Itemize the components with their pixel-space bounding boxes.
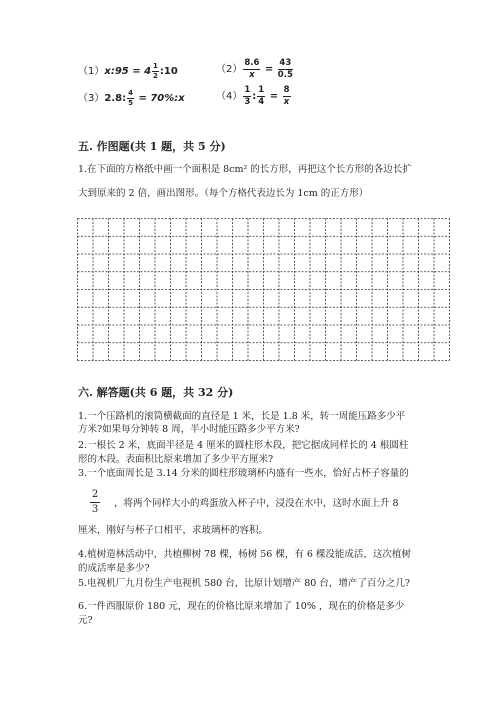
section-6-q2-line1: 2.一根长 2 米，底面半径是 4 厘米的圆柱形木段，把它据成同样长的 4 根圆柱 xyxy=(78,440,409,451)
equation-4-frac1-num: 1 xyxy=(244,85,251,95)
section-6-q3-line3: 厘米，刚好与杯子口相平，求玻璃杯的容积。 xyxy=(78,525,269,536)
equation-1-frac-num: 1 xyxy=(153,61,158,70)
section-5-title: 五. 作图题(共 1 题，共 5 分) xyxy=(78,140,226,153)
equation-4-label: （4） xyxy=(216,91,243,102)
equation-2 xyxy=(216,59,294,79)
equation-3-rhs: = 70%:x xyxy=(138,93,185,104)
equation-4-colon: : xyxy=(252,91,257,102)
equation-4-frac3-num: 8 xyxy=(283,85,290,95)
section-6-q3-frac-num: 2 xyxy=(90,490,100,503)
section-5-q1-line2: 大到原来的 2 倍，画出图形。（每个方格代表边长为 1cm 的正方形） xyxy=(78,188,369,199)
equation-1-label: （1） xyxy=(78,66,105,77)
section-6-q5-line1: 5.电视机厂九月份生产电视机 580 台，比原计划增产 80 台，增产了百分之几? xyxy=(78,578,410,589)
equation-2-equals: = xyxy=(264,64,274,75)
equation-4-frac3-den: x xyxy=(283,96,290,107)
equation-3 xyxy=(78,89,185,107)
equation-2-frac2-num: 43 xyxy=(279,58,292,68)
section-6-title: 六. 解答题(共 6 题，共 32 分) xyxy=(78,386,234,399)
section-6-q2-line2: 形的木段。表面积比原来增加了多少平方厘米? xyxy=(78,454,274,465)
equation-4-frac2-num: 1 xyxy=(258,85,265,95)
equation-2-frac1-den: x xyxy=(249,69,255,80)
section-5-q1-line1: 1.在下面的方格纸中画一个面积是 8cm² 的长方形，再把这个长方形的各边长扩 xyxy=(78,164,412,175)
section-6-q1-line1: 1.一个压路机的滚筒横截面的直径是 1 米，长是 1.8 米，转一周能压路多少平 xyxy=(78,411,406,422)
equation-4-frac1-den: 3 xyxy=(244,96,251,107)
equation-2-frac2-den: 0.5 xyxy=(277,69,293,80)
section-6-q3-line2: ，将两个同样大小的鸡蛋放入杯子中，浸没在水中，这时水面上升 8 xyxy=(114,498,399,509)
equation-2-label: （2） xyxy=(216,64,243,75)
equation-3-frac-num: 4 xyxy=(128,88,133,97)
section-6-q3-line1: 3.一个底面周长是 3.14 分米的圆柱形玻璃杯内盛有一些水，恰好占杯子容量的 xyxy=(78,468,409,479)
equation-3-label: （3） xyxy=(78,93,105,104)
equation-1-rhs: :10 xyxy=(159,66,178,77)
section-6-q1-line2: 方米?如果每分钟转 8 周，半小时能压路多少平方米? xyxy=(78,424,300,435)
equation-1-lhs: x:95 = 4 xyxy=(104,66,152,77)
equation-1 xyxy=(78,62,178,80)
section-6-q4-line2: 的成活率是多少? xyxy=(78,563,150,574)
section-6-q6-line1: 6.一件西服原价 180 元，现在的价格比原来增加了 10% ，现在的价格是多少 xyxy=(78,601,405,612)
equation-3-lhs: 2.8: xyxy=(104,93,127,104)
equation-3-frac-den: 5 xyxy=(128,98,133,107)
equation-4 xyxy=(216,86,292,106)
equation-1-frac-den: 2 xyxy=(153,71,158,80)
section-6-q4-line1: 4.植树造林活动中，共植柳树 78 棵，杨树 56 棵，有 6 棵没能成活，这次植树 xyxy=(78,549,411,560)
equation-4-equals: = xyxy=(269,91,279,102)
equation-2-frac1-num: 8.6 xyxy=(244,58,260,68)
drawing-grid[interactable] xyxy=(77,218,450,361)
equation-4-frac2-den: 4 xyxy=(258,96,265,107)
section-6-q3-fraction xyxy=(90,490,100,515)
section-6-q6-line2: 元? xyxy=(78,615,93,626)
section-6-q3-frac-den: 3 xyxy=(91,504,99,515)
